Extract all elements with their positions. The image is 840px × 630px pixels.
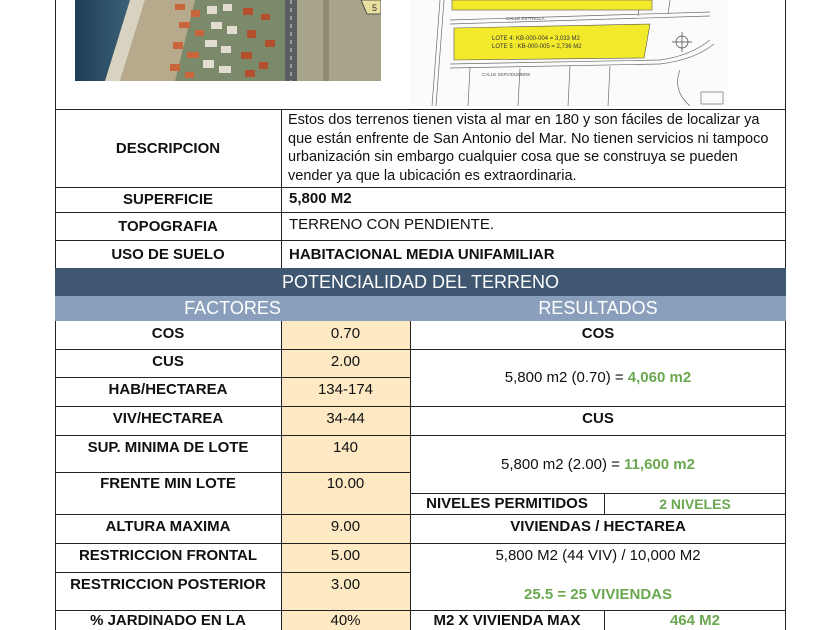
factor-label: RESTRICCION FRONTAL [78, 546, 258, 564]
factor-label: RESTRICCION POSTERIOR [70, 575, 266, 593]
factor-label: VIV/HECTAREA [112, 410, 224, 427]
viviendas-result: 25.5 = 25 VIVIENDAS [524, 585, 672, 603]
topography-value: TERRENO CON PENDIENTE. [289, 215, 495, 233]
cos-result-line [410, 349, 786, 406]
factor-value: 2.00 [330, 352, 361, 370]
factor-value: 0.70 [330, 324, 361, 342]
factor-value: 140 [332, 438, 359, 456]
land-use-value: HABITACIONAL MEDIA UNIFAMILIAR [289, 245, 555, 263]
m2-vivienda-label: M2 X VIVIENDA MAX [433, 611, 581, 629]
viviendas-formula: 5,800 M2 (44 VIV) / 10,000 M2 [495, 546, 701, 564]
factor-value: 10.00 [326, 474, 365, 492]
factor-label: FRENTE MIN LOTE [100, 474, 236, 492]
factor-value: 34-44 [326, 410, 365, 427]
factor-label: SUP. MINIMA DE LOTE [87, 438, 249, 456]
cos-formula: 5,800 m2 (0.70) = [504, 369, 624, 386]
description-text: Estos dos terrenos tienen vista al mar en 180 y son fáciles de localizar ya que están enfrente de San Antonio del Mar. No tienen servicios ni tampoco urbanización sin embargo cualquier cosa que se construya se pueden vender ya que la ubicación es extraordinaria. [288, 112, 769, 184]
niveles-label: NIVELES PERMITIDOS [426, 495, 588, 512]
factor-value: 134-174 [317, 380, 374, 398]
factor-label: COS [151, 324, 185, 342]
factor-label: % JARDINADO EN LA [90, 611, 246, 629]
street-label-1: CALLE ESTRELLA [506, 16, 545, 21]
aerial-lot-number: 5 [372, 3, 378, 13]
cos-result-value: 4,060 m2 [627, 369, 692, 386]
cus-formula: 5,800 m2 (2.00) = [501, 455, 620, 473]
factor-value: 40% [330, 611, 361, 629]
m2-vivienda-value: 464 M2 [669, 611, 721, 629]
surface-value: 5,800 M2 [289, 190, 352, 207]
lot-4-label: LOTE 4: KB-000-004 = 3,033 M2 [492, 36, 580, 42]
topography-label: TOPOGRAFIA [118, 217, 218, 235]
lot-map [410, 0, 728, 106]
description-label: DESCRIPCION [115, 139, 221, 157]
factor-value: 5.00 [330, 546, 361, 564]
street-label-2: CALLE SERVIDUMBRE [482, 72, 531, 77]
factors-header: FACTORES [55, 296, 410, 321]
factor-value: 3.00 [330, 575, 361, 593]
factor-value: 9.00 [330, 517, 361, 535]
results-header: RESULTADOS [410, 296, 786, 321]
lot-5-label: LOTE 5 : KB-000-005 = 2,736 M2 [492, 44, 582, 50]
factor-label: HAB/HECTAREA [108, 380, 228, 398]
cus-result-title: CUS [582, 410, 614, 427]
factor-label: CUS [152, 352, 184, 370]
cus-result-line [410, 435, 786, 493]
potential-title: POTENCIALIDAD DEL TERRENO [55, 268, 786, 296]
factor-label: ALTURA MAXIMA [105, 517, 231, 535]
surface-label: SUPERFICIE [122, 191, 213, 208]
cos-result-title: COS [581, 324, 615, 342]
viviendas-title: VIVIENDAS / HECTAREA [510, 517, 686, 535]
land-use-label: USO DE SUELO [111, 245, 225, 263]
niveles-value: 2 NIVELES [659, 495, 731, 512]
aerial-photo [75, 0, 381, 81]
cus-result-value: 11,600 m2 [624, 455, 695, 473]
